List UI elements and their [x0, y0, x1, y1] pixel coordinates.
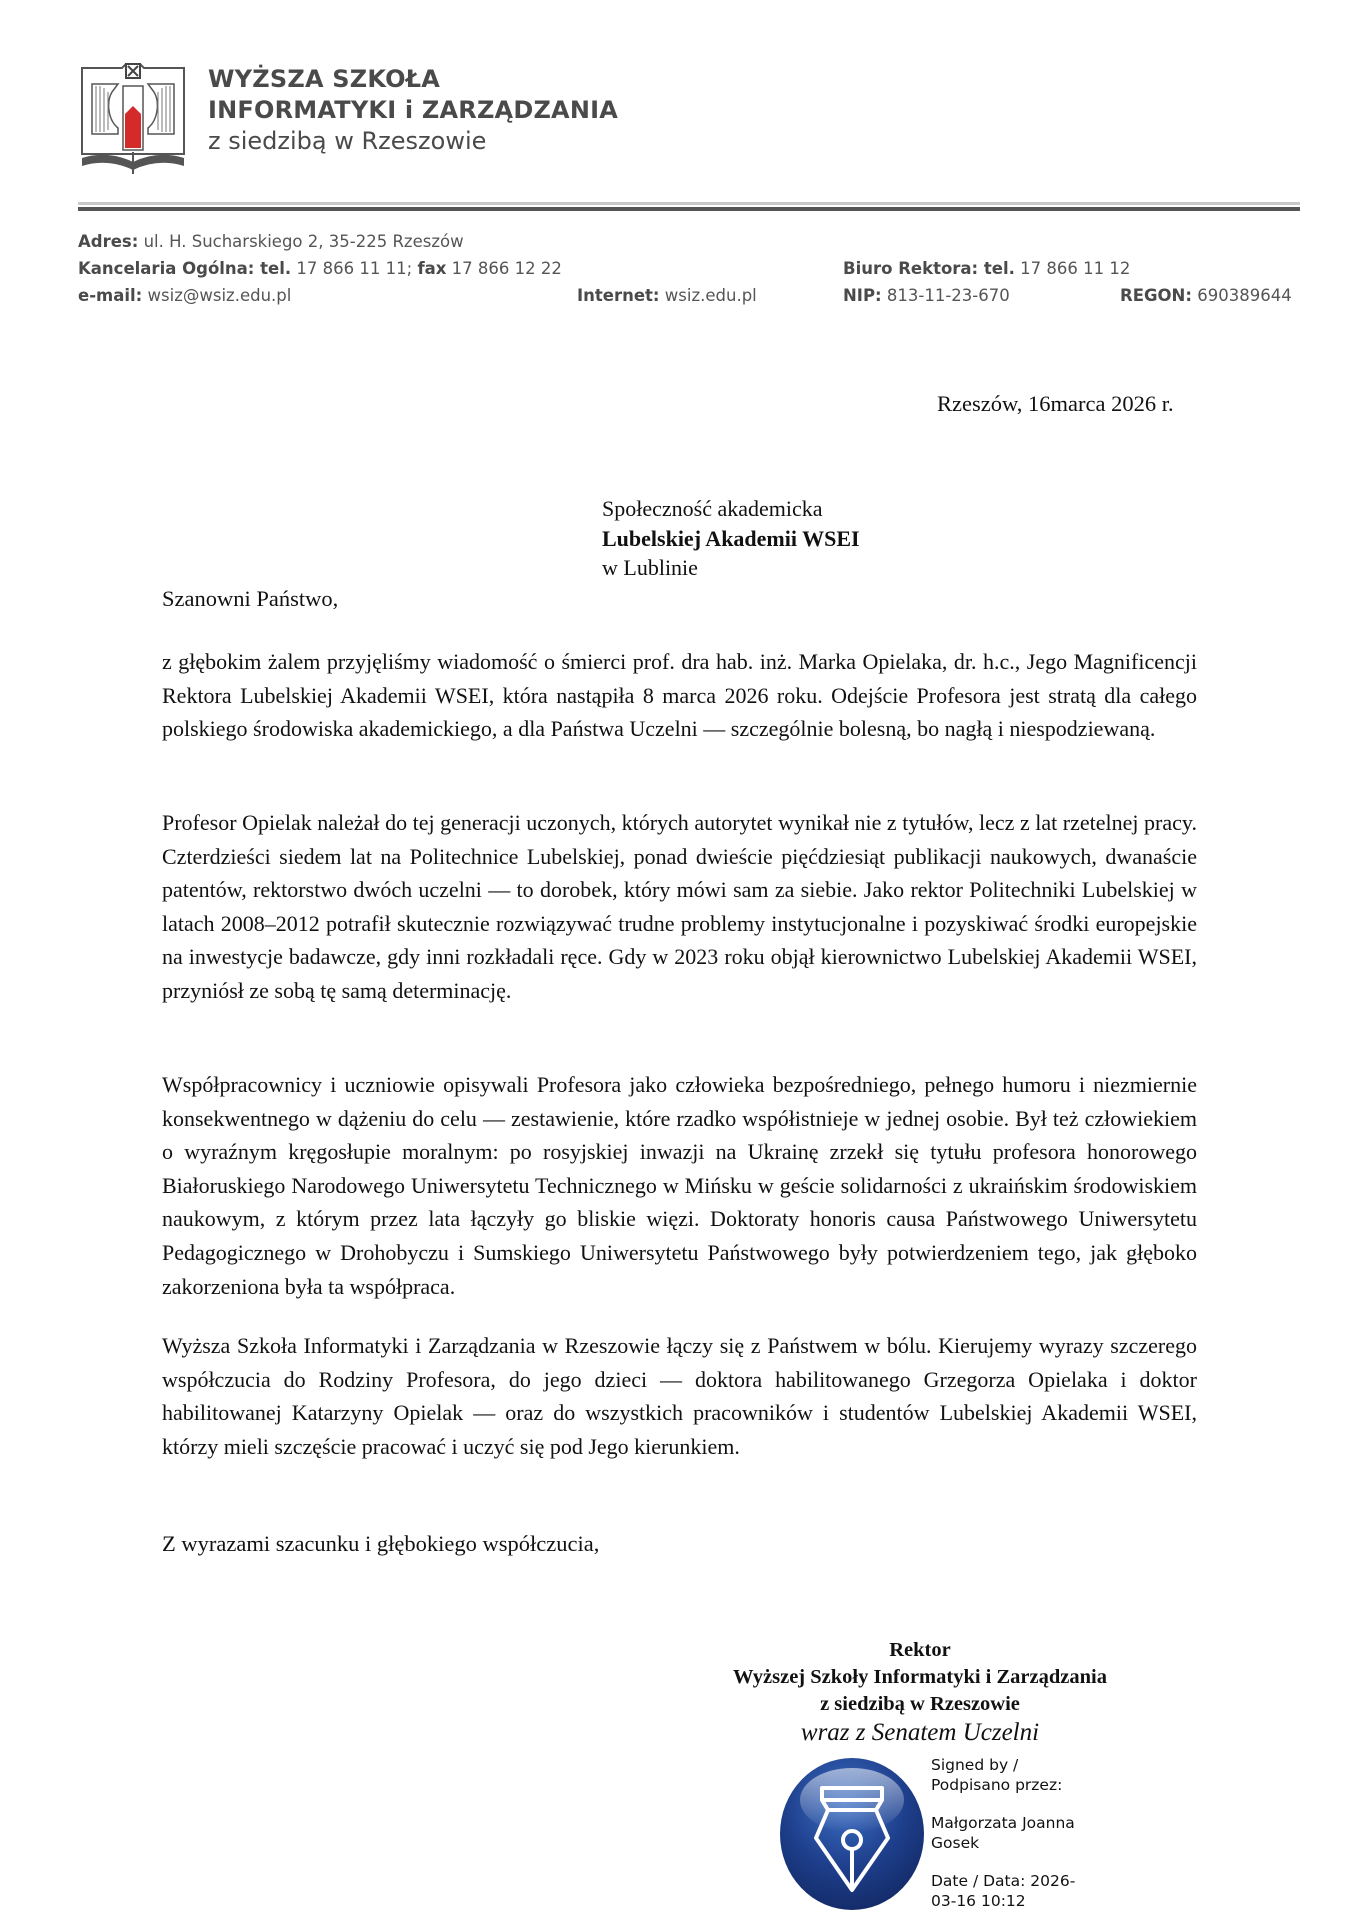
signatory-title: Rektor [889, 1639, 951, 1661]
address-label: Adres: [78, 232, 139, 251]
website-link[interactable]: wsiz.edu.pl [664, 286, 757, 305]
header-rule-light [78, 202, 1300, 205]
signer-name-line-2: Gosek [931, 1833, 980, 1852]
salutation: Szanowni Państwo, [162, 586, 339, 611]
signed-by-label-2: Podpisano przez: [931, 1775, 1063, 1794]
contact-regon [1120, 286, 1292, 306]
addressee-block [602, 494, 860, 583]
signatory-block [690, 1637, 1150, 1748]
body-paragraph-3: Współpracownicy i uczniowie opisywali Profesora jako człowieka bezpośredniego, pełnego humoru i niezmiernie konsekwentnego w dążeniu do celu — zestawienie, które rzadko współistnieje w jednej osobie. Był też człowiekiem o wyraźnym kręgosłupie moralnym: po rosyjskiej inwazji na Ukrainę zrzekł się tytułu profesora honorowego Białoruskiego Narodowego Uniwersytetu Technicznego w Mińsku w geście solidarności z ukraińskim środowiskiem naukowym, z którym przez lata łączyły go bliskie więzi. Doktoraty honoris causa Państwowego Uniwersytetu Pedagogicznego w Drohobyczu i Sumskiego Uniwersytetu Państwowego były potwierdzeniem tego, jak głęboko zakorzeniona była ta współpraca. [162, 1072, 1197, 1299]
office-tel: 17 866 11 11; [296, 259, 413, 278]
email-link[interactable]: wsiz@wsiz.edu.pl [147, 286, 292, 305]
internet-label: Internet: [577, 286, 660, 305]
contact-email [78, 286, 291, 306]
body-paragraph-2: Profesor Opielak należał do tej generacji uczonych, których autorytet wynikał nie z tytułów, lecz z lat rzetelnej pracy. Czterdzieści siedem lat na Politechnice Lubelskiej, ponad dwieście pięćdziesiąt publikacji naukowych, dwanaście patentów, rektorstwo dwóch uczelni — to dorobek, który mówi sam za siebie. Jako rektor Politechniki Lubelskiej w latach 2008–2012 potrafił skutecznie rozwiązywać trudne problemy instytucjonalne i pozyskiwać środki europejskie na inwestycje badawcze, gdy inni rozkładali ręce. Gdy w 2023 roku objął kierownictwo Lubelskiej Akademii WSEI, przyniósł ze sobą tę samą determinację. [162, 810, 1197, 1003]
addressee-line-2: Lubelskiej Akademii WSEI [602, 525, 860, 551]
office-fax-label: fax [417, 259, 447, 278]
email-label: e-mail: [78, 286, 143, 305]
nip-value: 813-11-23-670 [886, 286, 1010, 305]
rector-office-tel: 17 866 11 12 [1020, 259, 1131, 278]
office-fax: 17 866 12 22 [451, 259, 562, 278]
contact-nip [843, 286, 1010, 306]
signature-date-line-2: 03-16 10:12 [931, 1891, 1026, 1910]
nip-label: NIP: [843, 286, 882, 305]
header-rule-dark [78, 207, 1300, 211]
rector-office-label: Biuro Rektora: tel. [843, 259, 1015, 278]
signature-date-line-1: Date / Data: 2026- [931, 1872, 1076, 1890]
contact-rector-office [843, 259, 1130, 279]
office-label: Kancelaria Ogólna: tel. [78, 259, 292, 278]
regon-value: 690389644 [1197, 286, 1292, 305]
brand-line-2: INFORMATYKI i ZARZĄDZANIA [208, 96, 619, 124]
signatory-senate: wraz z Senatem Uczelni [800, 1719, 1040, 1746]
addressee-line-3: w Lublinie [602, 555, 698, 580]
signer-name-line-1: Małgorzata Joanna [931, 1814, 1075, 1832]
contact-internet [577, 286, 757, 306]
signed-by-label-1: Signed by / [931, 1756, 1019, 1774]
address-value: ul. H. Sucharskiego 2, 35-225 Rzeszów [143, 232, 464, 251]
body-paragraph-4: Wyższa Szkoła Informatyki i Zarządzania w Rzeszowie łączy się z Państwem w bólu. Kierujemy wyrazy szczerego współczucia do Rodziny Profesora, do jego dzieci — doktora habilitowanego Grzegorza Opielaka i doktor habilitowanej Katarzyny Opielak — oraz do wszystkich pracowników i studentów Lubelskiej Akademii WSEI, którzy mieli szczęście pracować i uczyć się pod Jego kierunkiem. [162, 1333, 1197, 1459]
signatory-institution: Wyższej Szkoły Informatyki i Zarządzania [733, 1666, 1107, 1688]
digital-signature-details [931, 1756, 1075, 1911]
closing: Z wyrazami szacunku i głębokiego współczucia, [162, 1531, 600, 1556]
brand-line-3: z siedzibą w Rzeszowie [208, 127, 487, 155]
fountain-pen-nib-icon [776, 1752, 928, 1912]
institution-name [208, 64, 618, 157]
contact-office [78, 259, 562, 279]
letter-date: Rzeszów, 16marca 2026 r. [937, 391, 1174, 416]
contact-address [78, 232, 464, 252]
body-paragraph-1: z głębokim żalem przyjęliśmy wiadomość o śmierci prof. dra hab. inż. Marka Opielaka, dr. h.c., Jego Magnificencji Rektora Lubelskiej Akademii WSEI, która nastąpiła 8 marca 2026 roku. Odejście Profesora jest stratą dla całego polskiego środowiska akademickiego, a dla Państwa Uczelni — szczególnie bolesną, bo nagłą i niespodziewaną. [162, 649, 1197, 742]
signatory-location: z siedzibą w Rzeszowie [820, 1693, 1020, 1715]
wsiz-crest-icon [78, 62, 188, 174]
addressee-line-1: Społeczność akademicka [602, 496, 823, 521]
brand-line-1: WYŻSZA SZKOŁA [208, 65, 441, 93]
regon-label: REGON: [1120, 286, 1192, 305]
